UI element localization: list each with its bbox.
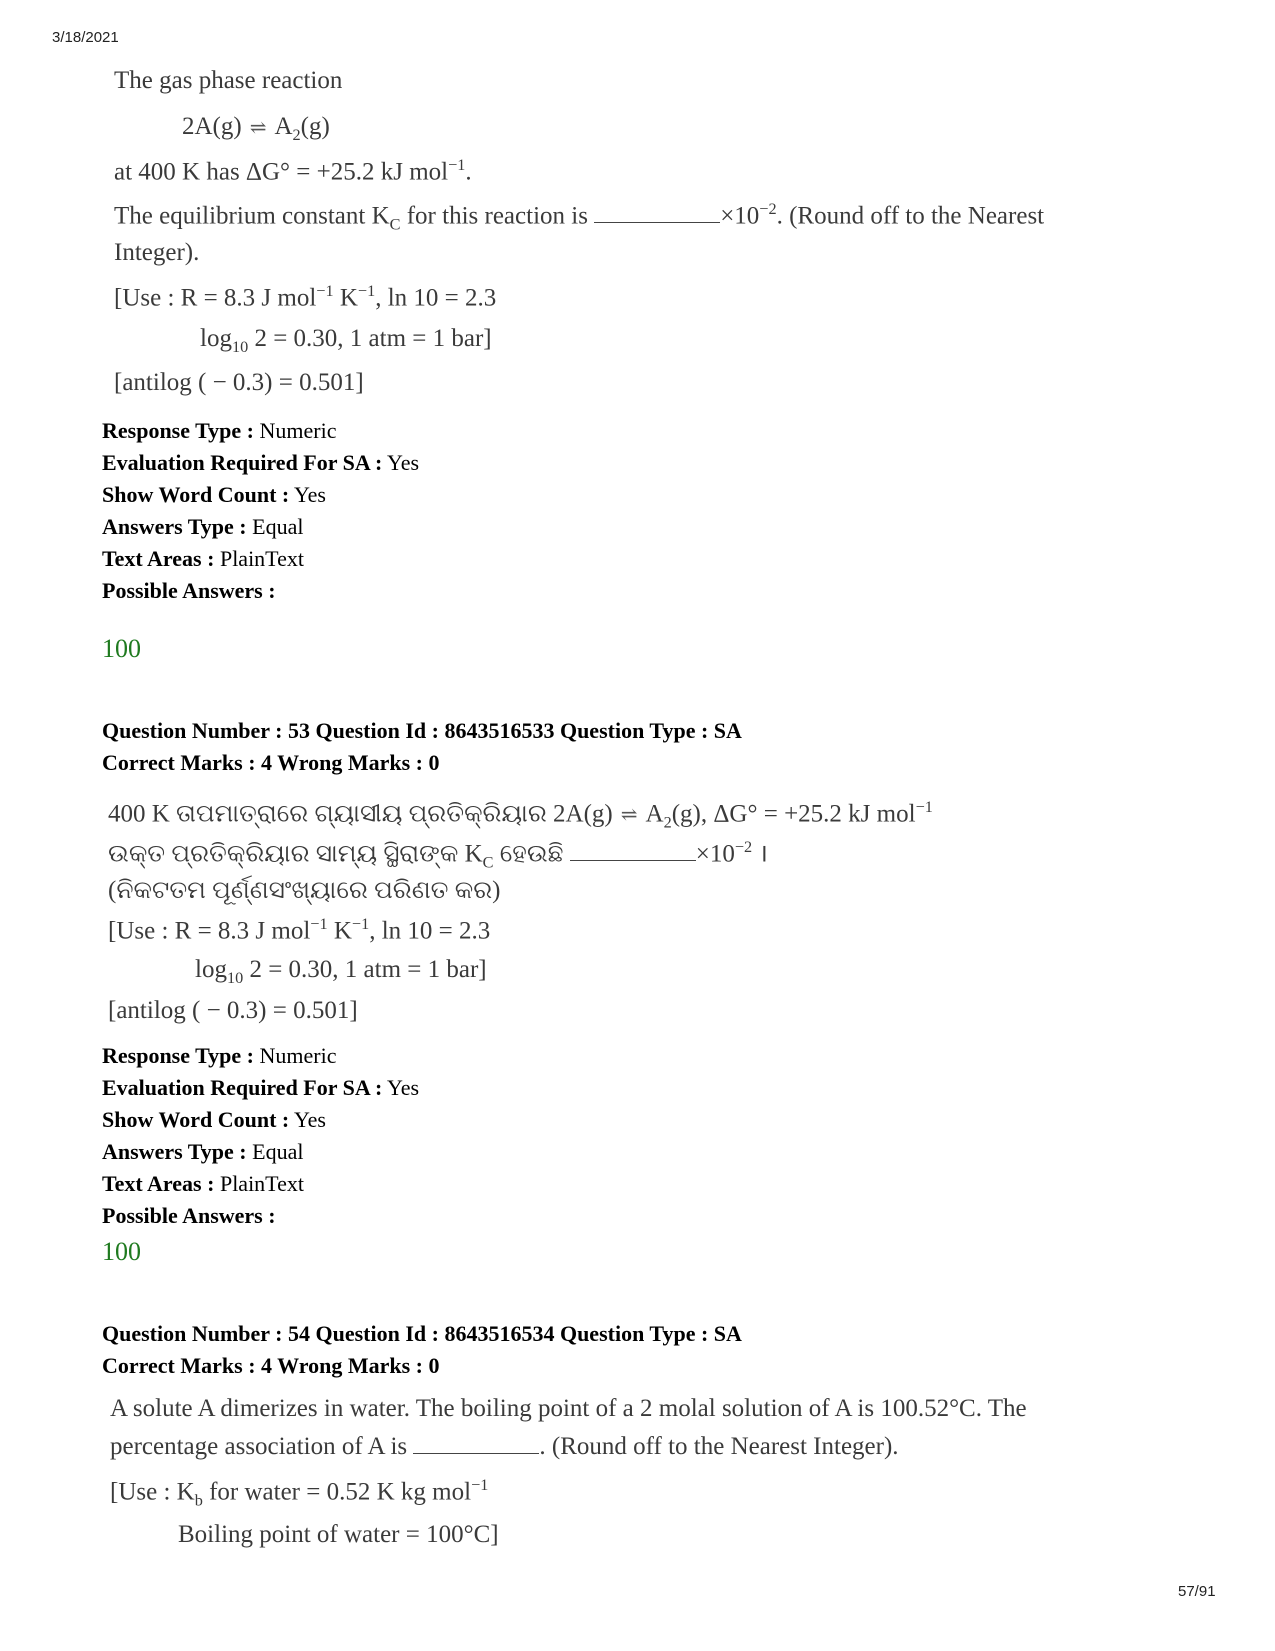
possible-answers-label: Possible Answers : — [102, 578, 276, 603]
possible-answer-value: 100 — [102, 1237, 141, 1266]
q54-use: [Use : $K_b$ for water = 0.52 K kg mol$^{-1}$ — [110, 1476, 489, 1510]
text-areas: Text Areas : PlainText — [102, 1171, 304, 1196]
possible-answer-value: 100 — [102, 634, 141, 663]
evaluation-required: Evaluation Required For SA : Yes — [102, 1075, 420, 1100]
q54-header: Question Number : 54 Question Id : 8643516534 Question Type : SA Correct Marks : 4 Wrong Marks : 0 — [102, 1321, 742, 1378]
q54-line-2: percentage association of A is . (Round off to the Nearest Integer). — [110, 1433, 899, 1460]
q53-line-2: ଉକ୍ତ ପ୍ରତିକ୍ରିୟାର ସାମ୍ୟ ସ୍ଥିରାଙ୍କ $K_C$ ହେଉଛି $\times 10^{-2}$ । — [108, 838, 768, 872]
evaluation-required: Evaluation Required For SA : Yes — [102, 450, 420, 475]
q53-line-3: (ନିକଟତମ ପୂର୍ଣ୍ଣସଂଖ୍ୟାରେ ପରିଣତ କର) — [108, 877, 501, 904]
text-areas: Text Areas : PlainText — [102, 546, 304, 571]
q53-line-1: 400 K ତାପମାତ୍ରାରେ ଗ୍ୟାସୀୟ ପ୍ରତିକ୍ରିୟାର 2A(g) ⇌ $A_2(g)$, ΔG° = +25.2 kJ mol$^{-1}$ — [108, 798, 933, 832]
q52-reaction: 2A(g) ⇌ $A_2(g)$ — [182, 113, 330, 144]
response-type: Response Type : Numeric — [102, 418, 337, 443]
q53-antilog: [antilog ( − 0.3) = 0.501] — [108, 997, 358, 1024]
page-number: 57/91 — [1178, 1583, 1216, 1600]
show-word-count: Show Word Count : Yes — [102, 1107, 326, 1132]
q52-log: $\log_{10} 2 = 0.30$, 1 atm = 1 bar] — [200, 325, 492, 356]
q52-antilog: [antilog ( − 0.3) = 0.501] — [114, 369, 364, 396]
answer-blank — [413, 1452, 539, 1454]
answers-type: Answers Type : Equal — [102, 1139, 304, 1164]
q52-line-5: Integer). — [114, 239, 200, 266]
print-date: 3/18/2021 — [52, 29, 119, 46]
q52-line-3: at 400 K has ΔG° = +25.2 kJ mol$^{-1}$. — [114, 156, 472, 186]
show-word-count: Show Word Count : Yes — [102, 482, 326, 507]
response-type: Response Type : Numeric — [102, 1043, 337, 1068]
q52-use: [Use : R = 8.3 J mol$^{-1}$ $K^{-1}$, ln 10 = 2.3 — [114, 282, 497, 312]
q53-header: Question Number : 53 Question Id : 8643516533 Question Type : SA Correct Marks : 4 Wrong Marks : 0 — [102, 718, 742, 775]
meta-block-1 — [102, 415, 419, 607]
answer-blank — [570, 859, 696, 861]
q54-line-4: Boiling point of water = 100°C] — [178, 1521, 499, 1548]
q52-line-4: The equilibrium constant $K_C$ for this reaction is $\times 10^{-2}$. (Round off to the Nearest — [114, 200, 1045, 234]
q52-line-1: The gas phase reaction — [114, 67, 343, 94]
answers-type: Answers Type : Equal — [102, 514, 304, 539]
meta-block-2 — [102, 1040, 419, 1232]
q53-use: [Use : R = 8.3 J mol$^{-1}$ $K^{-1}$, ln 10 = 2.3 — [108, 915, 491, 945]
equilibrium-arrow-icon: ⇌ — [249, 117, 267, 139]
possible-answers-label: Possible Answers : — [102, 1203, 276, 1228]
q54-line-1: A solute A dimerizes in water. The boiling point of a 2 molal solution of A is 100.52°C. The — [110, 1395, 1027, 1422]
equilibrium-arrow-icon: ⇌ — [620, 804, 638, 827]
answer-blank — [594, 221, 720, 223]
q53-log: $\log_{10} 2 = 0.30$, 1 atm = 1 bar] — [195, 956, 487, 987]
